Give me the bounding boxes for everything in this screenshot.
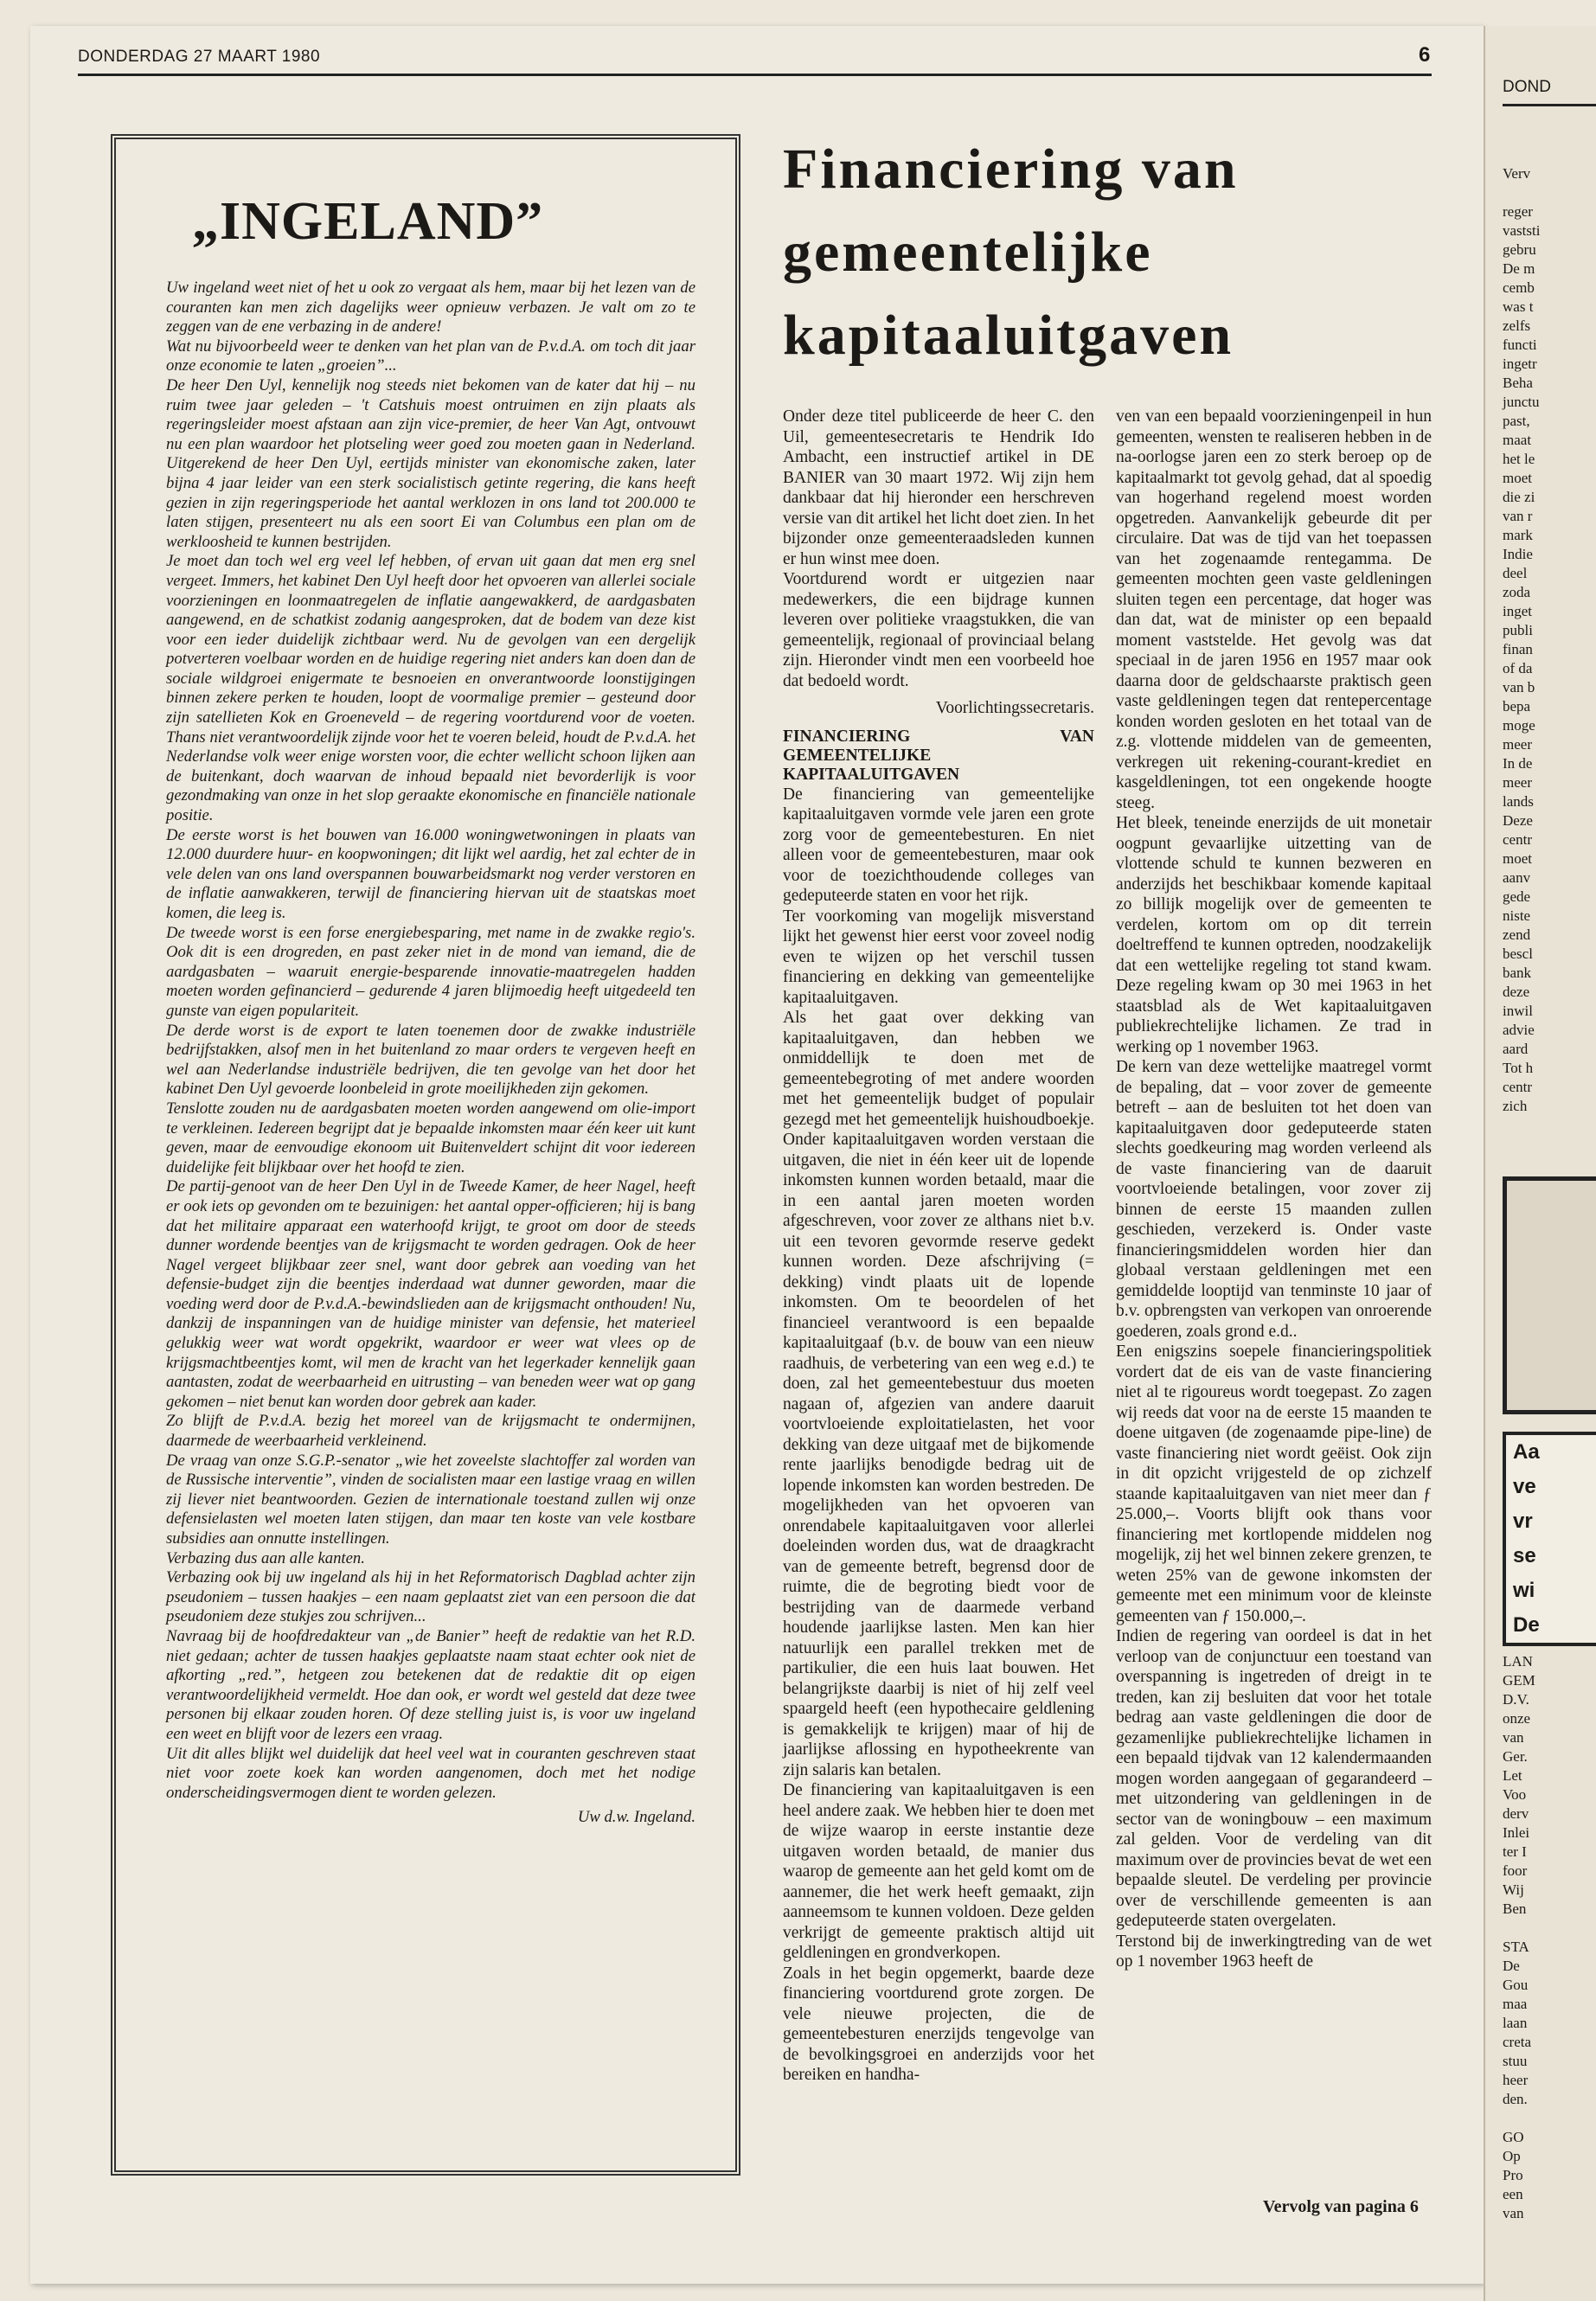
- ingeland-title: „INGELAND”: [192, 192, 544, 251]
- ingeland-paragraph: Je moet dan toch wel erg veel lef hebben, of ervan uit gaan dat men erg snel vergeet. Immers, het kabinet Den Uyl heeft door het opvoeren van allerlei sociale voorzieningen en loonmaatregelen de inflatie aangewakkerd, de aardgasbaten aangewend, en de schatkist zodanig aangesproken, dat de bodem van deze kist voor een ieder duidelijk zichtbaar werd. Nu de gevolgen van een dergelijk potverteren voelbaar worden en de huidige regering niet anders kan doen dan de sociale wildgroei enigermate te besnoeien en onverantwoorde loonstijgingen binnen zekere perken te houden, loopt de voormalige premier – gesteund door zijn satellieten Kok en Groeneveld – de regering voortdurend voor de voeten. Thans niet verantwoordelijk zijnde voor het te voeren beleid, houdt de P.v.d.A. het Nederlandse volk weer enige worsten voor, die echter wellicht schoon lijken aan de buitenkant, doch waarvan de inhoud bepaald niet bevorderlijk is voor gezondmaking van onze in het slop geraakte ekonomische en financiële nationale positie.: [166, 552, 695, 825]
- ad-line: se: [1513, 1544, 1536, 1567]
- ingeland-paragraph: Navraag bij de hoofdredakteur van „de Banier” heeft de redaktie van het R.D. niet gedaan; achter de tussen haakjes geplaatste naam staat echter ook niet de afkorting „red.”, hetgeen zou betekenen dat de redaktie dit op eigen verantwoordelijkheid vermeldt. Hoe dan ook, er wordt wel gesteld dat deze twee personen bij elkaar zouden horen. Of deze stelling juist is, is voor uw ingeland een weet en blijft voor de lezers een vraag.: [166, 1626, 695, 1743]
- article-paragraph: Terstond bij de inwerkingtreding van de wet op 1 november 1963 heeft de: [1116, 1932, 1432, 1971]
- article-title-line: kapitaaluitgaven: [783, 304, 1234, 367]
- article-column-1: [783, 407, 1094, 2086]
- ingeland-paragraph: De heer Den Uyl, kennelijk nog steeds niet bekomen van de kater dat hij – nu ruim twee jaar geleden – 't Catshuis moest ontruimen en zijn plaats als regeringsleider moest afstaan aan zijn vice-premier, de heer Van Agt, ontvouwt nu een plan waardoor het plotseling weer goed zou moeten gaan in Nederland. Uitgerekend de heer Den Uyl, eertijds minister van ekonomische zaken, later bijna 4 jaar leider van een sterk socialistisch getinte regering, die kans heeft gezien in zijn regeringsperiode het aantal werklozen in ons land tot 200.000 te laten stijgen, presenteert nu als een soort Ei van Columbus een plan om de werkloosheid te kunnen bestrijden.: [166, 375, 695, 551]
- ingeland-paragraph: Uit dit alles blijkt wel duidelijk dat heel veel wat in couranten geschreven staat niet voor zoete koek kan worden aangenomen, doch met het nodige onderscheidingsvermogen dient te worden gelezen.: [166, 1744, 695, 1802]
- ingeland-paragraph: Zo blijft de P.v.d.A. bezig het moreel van de krijgsmacht te ondermijnen, daarmede de weerbaarheid verkleinend.: [166, 1412, 695, 1451]
- ad-line: vr: [1513, 1509, 1533, 1533]
- article-title-line: gemeentelijke: [783, 221, 1153, 284]
- article-title-line: Financiering van: [783, 138, 1239, 201]
- ingeland-paragraph: De vraag van onze S.G.P.-senator „wie het zoveelste slachtoffer zal worden van de Russische interventie”, vinden de socialisten maar een lastige vraag en willen zij liever niet beantwoorden. Gezien de internationale toestand zullen wij onze defensielasten wel moeten laten stijgen, dan maar ten koste van vele kostbare subsidies aan onnutte instellingen.: [166, 1451, 695, 1548]
- next-page-text-bottom: LAN GEM D.V. onze van Ger. Let Voo derv Inlei ter I foor Wij Ben STA De Gou maa laan creta stuu heer den. GO Op Pro een van: [1503, 1653, 1535, 2221]
- article-paragraph: Als het gaat over dekking van kapitaaluitgaven, dan hebben we onmiddellijk te doen met de gemeentebegroting of met andere woorden met het gemeentelijk budget of populair gezegd met het gemeentelijk huishoudboekje. Onder kapitaaluitgaven worden verstaan die uitgaven, die niet in één keer uit de lopende inkomsten kunnen worden betaald, maar die in een aantal jaren moeten worden afgeschreven, voor zover ze althans niet b.v. uit een tevoren gevormde reserve gedekt kunnen worden. Deze afschrijving (= dekking) vindt plaats uit de lopende inkomsten. Om te beoordelen of het financieel verantwoord is een bepaalde kapitaaluitgaaf (b.v. de bouw van een nieuw raadhuis, de verbetering van een weg e.d.) te doen, zal het gemeentebestuur dus moeten nagaan of, afgezien van andere daaruit voortvloeiende exploitatielasten, het voor dekking van deze uitgaaf met de bijkomende rente jaarlijks benodigde bedrag uit de lopende inkomsten kan worden bestreden. De mogelijkheden van het opvoeren van onrendabele kapitaaluitgaven voor allerlei doeleinden worden dus, wat de draagkracht van de gemeente betreft, begrensd door de ruimte, die de begroting biedt voor de bestrijding van de daarmede verband houdende jaarlijkse lasten. Men kan hier natuurlijk een parallel trekken met de partikulier, die een huis laat bouwen. Het belangrijkste daarbij is niet of hij zelf veel spaargeld heeft (een hypothecaire geldlening is gemakkelijk te krijgen) maar of hij de jaarlijkse aflossing en hypotheekrente van zijn salaris kan betalen.: [783, 1009, 1094, 1779]
- ad-line: wi: [1513, 1579, 1535, 1602]
- article-paragraph: De financiering van gemeentelijke kapitaaluitgaven vormde vele jaren een grote zorg voor de gemeentebesturen. En niet alleen voor de gemeentebesturen, maar ook voor de toezichthoudende colleges van gedeputeerde staten en voor het rijk.: [783, 785, 1094, 905]
- ingeland-paragraph: Tenslotte zouden nu de aardgasbaten moeten worden aangewend om olie-import te verkleinen. Iedereen begrijpt dat je bepaalde inkomsten maar één keer uit kunt geven, maar de eenvoudige ekonoom uit Buitenveldert schijnt dit voor iedereen duidelijke feit blijkbaar over het hoofd te zien.: [166, 1099, 695, 1176]
- ingeland-paragraph: De derde worst is de export te laten toenemen door de zwakke industriële bedrijfstakken, alsof men in het buitenland zo maar orders te vergeven heeft en wel aan Nederlandse industriële bedrijven, die ten gevolge van het door het kabinet Den Uyl gevoerde loonbeleid in grote moeilijkheden zijn gekomen.: [166, 1021, 695, 1099]
- next-page-text: Verv reger vaststi gebru De m cemb was t zelfs functi ingetr Beha junctu past, maat het le moet die zi van r mark Indie deel zoda inget publi finan of da van b bepa moge meer In de meer lands Deze centr moet aanv gede niste zend bescl bank deze inwil advie aard Tot h centr zich: [1503, 165, 1541, 1114]
- next-page-rule: [1503, 104, 1596, 106]
- ingeland-text: [166, 279, 695, 1828]
- ad-line: De: [1513, 1613, 1540, 1637]
- header-rule: [78, 74, 1432, 76]
- article-paragraph: De kern van deze wettelijke maatregel vormt de bepaling, dat – voor zover de gemeente betreft – aan de besluiten tot het doen van kapitaaluitgaven door gedeputeerde staten slechts goedkeuring mag worden verleend als de vaste financiering van de daaruit voortvloeiende betalingen, voor zover zij binnen de eerste 15 maanden zullen geschieden, verzekerd is. Onder vaste financieringsmiddelen worden hier dan globaal verstaan geldleningen met een gemiddelde looptijd van tenminste 10 jaar of b.v. opbrengsten van verkopen van onroerende goederen, zoals grond e.d..: [1116, 1058, 1432, 1341]
- article-paragraph: De financiering van kapitaaluitgaven is een heel andere zaak. We hebben hier te doen met de wijze waarop in eerste instantie deze uitgaven worden betaald, de manier dus waarop de gemeente aan het geld komt om de aannemer, die het werk heeft gemaakt, zijn aanneemsom te kunnen voldoen. Deze gelden verkrijgt de gemeente praktisch altijd uit geldleningen en grondverkopen.: [783, 1781, 1094, 1962]
- ingeland-column-box: [111, 134, 740, 2176]
- ingeland-content: [166, 191, 695, 1828]
- next-page-header: DOND: [1503, 78, 1551, 96]
- page-number: 6: [1419, 43, 1431, 67]
- ingeland-paragraph: Uw ingeland weet niet of het u ook zo vergaat als hem, maar bij het lezen van de couranten kan men zich dagelijks weer opnieuw verbazen. Je valt om zo te zeggen van de ene verbazing in de andere!: [166, 279, 695, 336]
- continuation-note: Vervolg van pagina 6: [1263, 2197, 1419, 2216]
- ingeland-paragraph: Verbazing dus aan alle kanten.: [166, 1548, 365, 1567]
- ingeland-paragraph: De partij-genoot van de heer Den Uyl in de Tweede Kamer, de heer Nagel, heeft er ook iets op gevonden om te bezuinigen: het aantal opper-officieren; hij is bang dat het militaire apparaat een waterhoofd krijgt, te groot om door de steeds dunner wordende beentjes van de krijgsmacht te worden gedragen. Ook de heer Nagel vergeet blijkbaar zeer snel, want door gebrek aan voeding van het defensie-budget zijn die beentjes inderdaad wat dunner geworden, maar die voeding werd door de P.v.d.A.-bewindslieden aan de krijgsmacht onthouden! Nu, dankzij de inspanningen van de huidige minister van defensie, het materieel gelukkig weer wat wordt opgekrikt, waardoor er weer wat vlees op de krijgsmachtbeentjes komt, wil men de kracht van het legerkader kennelijk gaan aantasten, zodat de weerbaarheid en uitrusting – van beneden weer wat op gang gekomen – niet benut kan worden door gebrek aan kader.: [166, 1177, 695, 1411]
- ad-line: ve: [1513, 1475, 1536, 1498]
- article-paragraph: Het bleek, teneinde enerzijds de uit monetair oogpunt gevaarlijke uitzetting van de vlottende schuld te kunnen bezweren en anderzijds het beschikbaar komende kapitaal zo billijk mogelijk over de gemeenten te verdelen, kortom om op dit terrein doeltreffend te kunnen optreden, noodzakelijk dat een wettelijke regeling tot stand kwam. Deze regeling kwam op 30 mei 1963 in het staatsblad als de Wet kapitaaluitgaven publiekrechtelijke lichamen. Ze trad in werking op 1 november 1963.: [1116, 814, 1432, 1056]
- article-subhead: FINANCIERING VAN GEMEENTELIJKE KAPITAALUITGAVEN: [783, 727, 1094, 784]
- article-intro-2: Voortdurend wordt er uitgezien naar medewerkers, die een bijdrage kunnen leveren over politieke vraagstukken, die van gemeentelijk, regionaal of provinciaal belang zijn. Hieronder vindt men een voorbeeld hoe dat bedoeld wordt.: [783, 570, 1094, 690]
- article-column-2: [1116, 407, 1432, 1972]
- ingeland-paragraph: De tweede worst is een forse energiebesparing, met name in de zwakke regio's. Ook dit is een drogreden, en past zeker niet in de mond van iemand, die de aardgasbaten – waaruit energie-besparende innovatie-maatregelen hadden moeten worden gefinancierd – gedurende 4 jaren blijmoedig heeft uitgedeeld ten gunste van eigen populariteit.: [166, 923, 695, 1020]
- ad-line: Aa: [1513, 1440, 1540, 1464]
- ingeland-signature: Uw d.w. Ingeland.: [577, 1808, 695, 1827]
- article-paragraph: Ter voorkoming van mogelijk misverstand lijkt het gewenst hier eerst voor zoveel nodig even te wijzen op het verschil tussen financiering en dekking van gemeentelijke kapitaaluitgaven.: [783, 907, 1094, 1007]
- next-page-ad-box: [1503, 1432, 1596, 1646]
- page-date: DONDERDAG 27 MAART 1980: [78, 48, 321, 66]
- article-paragraph: Indien de regering van oordeel is dat in het verloop van de conjunctuur een toestand van overspanning is ingetreden of dreigt in te treden, kan zij besluiten dat voor het totale bedrag aan vaste geldleningen die door de gezamenlijke publiekrechtelijke lichamen in een bepaald tijdvak van 12 kalendermaanden mogen worden aangegaan of gegarandeerd – met uitzondering van geldleningen in de sector van de woningbouw – een maximum zal gelden. Voor de verdeling van dit maximum over de provincies bevat de wet een bepaalde sleutel. De verdeling per provincie over de verschillende gemeenten is aan gedeputeerde staten overgelaten.: [1116, 1627, 1432, 1930]
- article-intro: Onder deze titel publiceerde de heer C. den Uil, gemeentesecretaris te Hendrik Ido Ambacht, een instructief artikel in DE BANIER van 30 maart 1972. Wij zijn hem dankbaar dat hij hieronder een herschreven versie van dit artikel het licht doet zien. In het bijzonder onze gemeenteraadsleden kunnen er hun winst mee doen.: [783, 407, 1094, 568]
- ingeland-paragraph: Wat nu bijvoorbeeld weer te denken van het plan van de P.v.d.A. om toch dit jaar onze economie te laten „groeien”...: [166, 336, 695, 375]
- article-paragraph: ven van een bepaald voorzieningenpeil in hun gemeenten, wensten te realiseren hebben in de na-oorlogse jaren een zo sterk beroep op de kapitaalmarkt tot gevolg gehad, dat al spoedig van hogerhand regelend moest worden opgetreden. Aanvankelijk gebeurde dit per circulaire. Dat was de tijd van het toepassen van het zogenaamde rentegamma. De gemeenten mochten geen vaste geldleningen sluiten tegen een percentage, dat hoger was dan dat, wat de minister op een bepaald moment vaststelde. Het gevolg was dat speciaal in de jaren 1956 en 1957 maar ook daarna door de geldschaarste praktisch geen vaste geldleningen tegen dat rentepercentage konden worden gesloten en het totaal van de z.g. vlottende middelen van de gemeenten, verkregen uit rekening-courant-krediet en kasgeldleningen, tot een ongekende hoogte steeg.: [1116, 407, 1432, 812]
- next-page-photo: [1503, 1176, 1596, 1414]
- article-paragraph: Een enigszins soepele financieringspolitiek vordert dat de eis van de vaste financiering niet al te rigoureus wordt toegepast. Zo zagen wij reeds dat voor na de eerste 15 maanden te doene uitgaven (de zogenaamde pipe-line) de vaste financiering niet wordt geëist. Ook zijn in dit opzicht vrijgesteld de op zichzelf staande kapitaaluitgaven van niet meer dan ƒ 25.000,–. Voorts blijft ook thans voor financiering met kortlopende middelen nog mogelijk, zij het wel binnen zekere grenzen, te weten 25% van de gewone inkomsten der gemeente met een minimum voor de kleinste gemeenten van ƒ 150.000,–.: [1116, 1343, 1432, 1625]
- next-page-edge: [1484, 26, 1596, 2301]
- ingeland-paragraph: Verbazing ook bij uw ingeland als hij in het Reformatorisch Dagblad achter zijn pseudoniem – tussen haakjes – een naam geplaatst ziet van een persoon die dat pseudoniem deze stukjes zou schrijven...: [166, 1568, 695, 1626]
- article-title: [783, 128, 1423, 377]
- ingeland-paragraph: De eerste worst is het bouwen van 16.000 woningwetwoningen in plaats van 12.000 duurdere huur- en koopwoningen; dit lijkt wel aardig, het zal echter de in vele delen van ons land overspannen bouwarbeidsmarkt nog verder verstoren en de inflatie aanwakkeren, terwijl de financiering hiervan uit de staatskas moet komen, die leeg is.: [166, 825, 695, 922]
- intro-signature: Voorlichtingssecretaris.: [935, 699, 1094, 717]
- article-paragraph: Zoals in het begin opgemerkt, baarde deze financiering voortdurend grote zorgen. De vele nieuwe projecten, die de gemeentebesturen enerzijds tengevolge van de bevolkingsgroei en anderzijds voor het bereiken en handha-: [783, 1964, 1094, 2084]
